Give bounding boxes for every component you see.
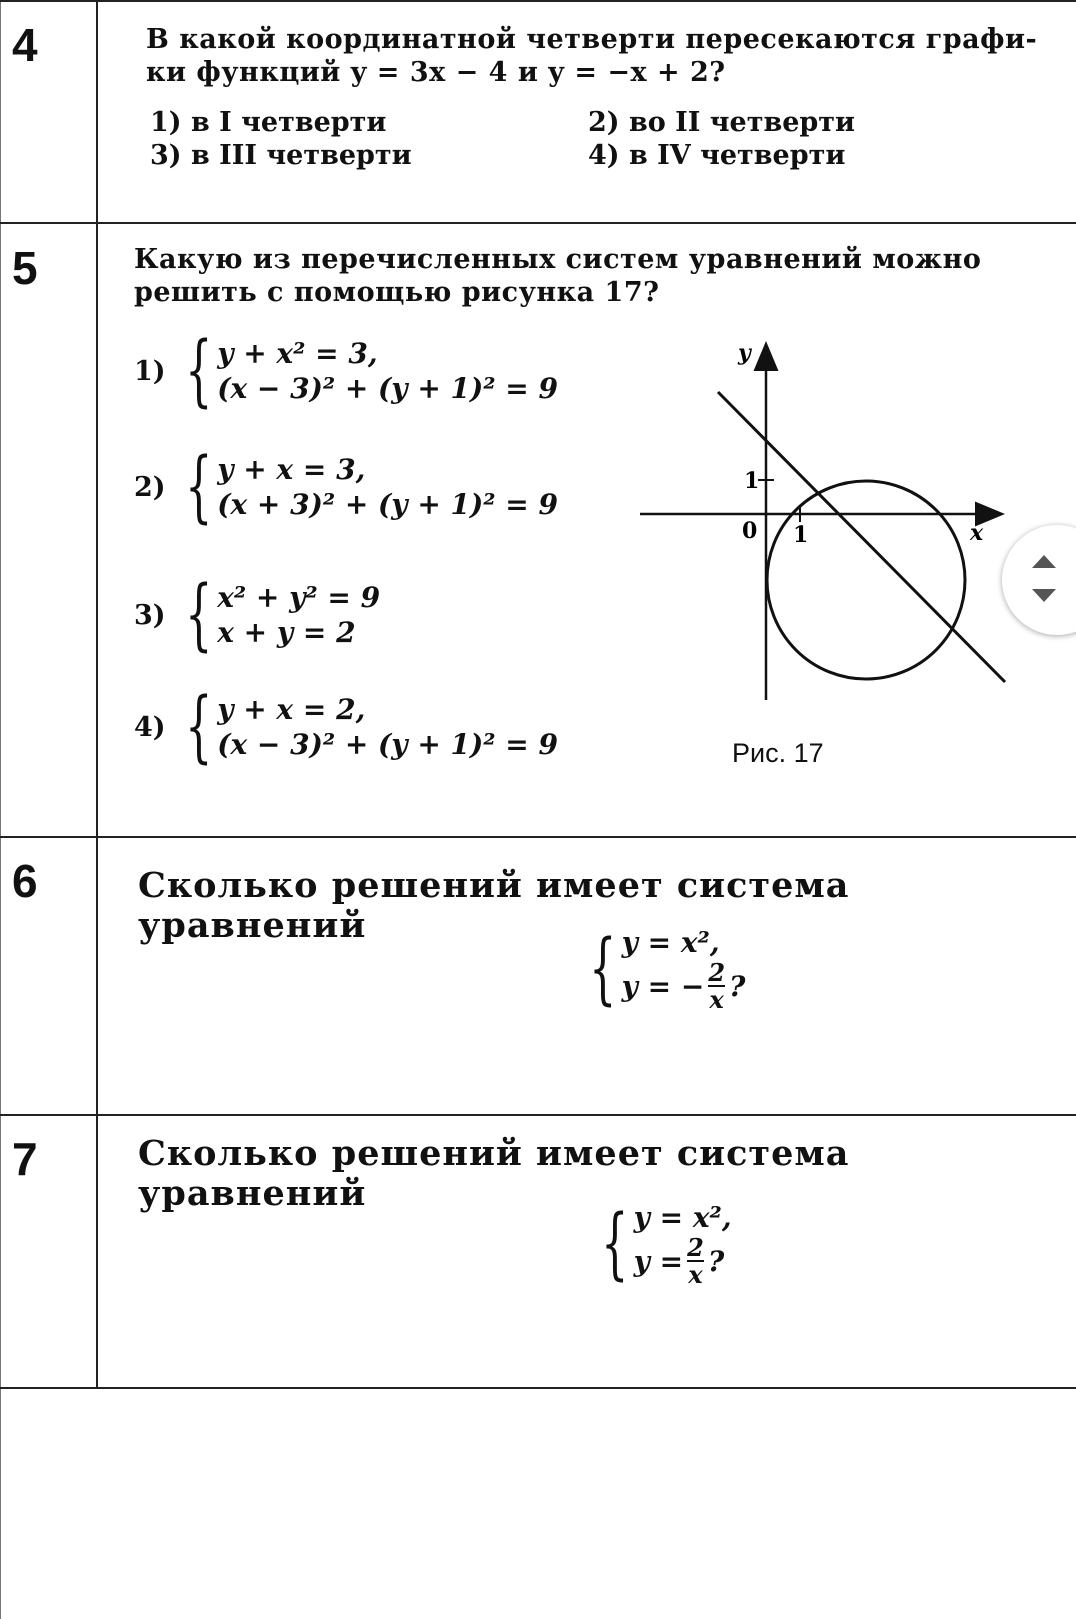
row-divider (0, 836, 1076, 838)
equation: (x + 3)² + (y + 1)² = 9 (217, 488, 558, 521)
option-label: 1) (134, 355, 166, 387)
row-divider-top (0, 0, 1076, 2)
question-text: Сколько решений имеет система уравнений (138, 1133, 850, 1215)
column-divider (96, 0, 98, 1389)
problem-number: 4 (12, 19, 38, 71)
question-text-line: Какую из перечисленных систем уравнений можно (134, 244, 982, 275)
equation: y + x = 3, (217, 453, 366, 486)
answer-option: 1) в I четверти (150, 107, 387, 138)
question-mark: ? (729, 969, 746, 1003)
fraction-denominator: x (688, 1260, 703, 1290)
equation-system (578, 923, 746, 1015)
fraction-numerator: 2 (708, 958, 726, 987)
y-tick-label: 1 (744, 468, 760, 494)
equation: x + y = 2 (217, 616, 356, 649)
equation-system (590, 1198, 732, 1290)
option-label: 2) (134, 471, 166, 503)
circle-graph (767, 481, 965, 679)
fraction (687, 1233, 704, 1290)
brace-icon: { (184, 570, 213, 660)
row-divider (0, 222, 1076, 224)
answer-option: 2) во II четверти (588, 107, 856, 138)
equation: y + x² = 3, (217, 337, 378, 370)
equation: x² + y² = 9 (217, 581, 381, 614)
fraction (708, 958, 726, 1015)
equation-system (134, 442, 558, 532)
brace-icon: { (184, 326, 213, 416)
problem-number: 5 (12, 242, 38, 294)
option-label: 3) (134, 599, 166, 631)
question-text-line: В какой координатной четверти пересекаются графи- (146, 24, 1038, 55)
fraction-denominator: x (709, 985, 724, 1015)
answer-option: 4) в IV четверти (588, 140, 846, 171)
equation: y + x = 2, (217, 693, 366, 726)
x-axis-label: x (970, 520, 984, 546)
coordinate-figure (640, 340, 1010, 710)
question-text-line: ки функций y = 3x − 4 и y = −x + 2? (146, 57, 726, 88)
equation: y = x², (621, 926, 720, 959)
equation-system (134, 326, 558, 416)
question-mark: ? (707, 1244, 725, 1278)
row-divider (0, 1387, 1076, 1389)
x-tick-label: 1 (793, 522, 809, 548)
brace-icon: { (601, 1198, 629, 1289)
brace-icon: { (589, 923, 617, 1014)
equation-system (134, 570, 381, 660)
fraction-numerator: 2 (687, 1233, 704, 1262)
left-border (0, 0, 1, 1619)
equation: y = x², (633, 1201, 732, 1234)
problem-number: 7 (12, 1133, 38, 1185)
equation: (x − 3)² + (y + 1)² = 9 (217, 372, 558, 405)
figure-caption: Рис. 17 (732, 738, 824, 768)
origin-label: 0 (742, 518, 758, 544)
equation-system (134, 682, 558, 772)
y-axis-label: y (738, 340, 751, 366)
answer-option: 3) в III четверти (150, 140, 412, 171)
arrow-down-icon (1032, 589, 1056, 602)
scroll-button[interactable] (1002, 525, 1076, 635)
option-label: 4) (134, 711, 166, 743)
equation: (x − 3)² + (y + 1)² = 9 (217, 728, 558, 761)
equation: y = − (621, 969, 705, 1003)
question-text-line: решить с помощью рисунка 17? (134, 277, 660, 308)
brace-icon: { (184, 442, 213, 532)
question-text: Сколько решений имеет система уравнений (138, 865, 850, 947)
brace-icon: { (184, 682, 213, 772)
line-graph (718, 392, 1005, 682)
problem-number: 6 (12, 855, 38, 907)
arrow-up-icon (1032, 555, 1056, 568)
row-divider (0, 1114, 1076, 1116)
equation: y = (633, 1244, 684, 1278)
